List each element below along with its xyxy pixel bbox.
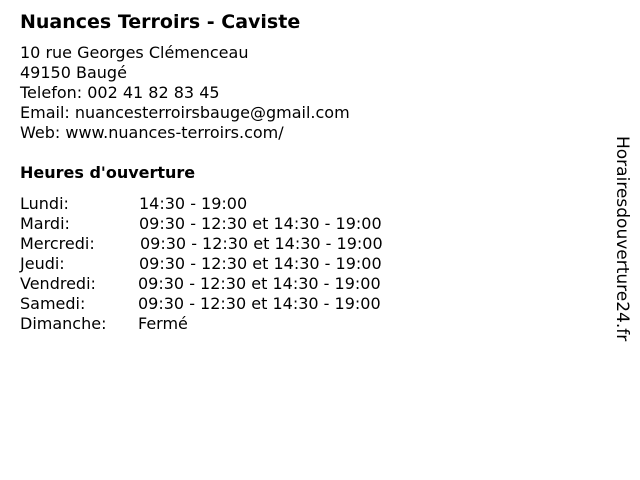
day-label: Lundi: — [20, 194, 69, 213]
day-label: Jeudi: — [20, 254, 65, 273]
website: Web: www.nuances-terroirs.com/ — [20, 123, 284, 142]
day-hours: 09:30 - 12:30 et 14:30 - 19:00 — [139, 254, 382, 273]
day-hours: 14:30 - 19:00 — [139, 194, 248, 213]
store-info — [20, 43, 350, 143]
day-hours: 09:30 - 12:30 et 14:30 - 19:00 — [138, 274, 381, 293]
address-line-2: 49150 Baugé — [20, 63, 127, 82]
email: Email: nuancesterroirsbauge@gmail.com — [20, 103, 350, 122]
day-hours: 09:30 - 12:30 et 14:30 - 19:00 — [140, 234, 383, 253]
day-label: Dimanche: — [20, 314, 107, 333]
phone: Telefon: 002 41 82 83 45 — [20, 83, 220, 102]
address-line-1: 10 rue Georges Clémenceau — [20, 43, 249, 62]
day-label: Mardi: — [20, 214, 70, 233]
watermark-text: Horairesdouverture24.fr — [612, 136, 632, 342]
day-label: Vendredi: — [20, 274, 96, 293]
day-hours: Fermé — [138, 314, 188, 333]
day-label: Samedi: — [20, 294, 86, 313]
store-name: Nuances Terroirs - Caviste — [20, 11, 301, 33]
hours-heading: Heures d'ouverture — [20, 163, 196, 182]
day-hours: 09:30 - 12:30 et 14:30 - 19:00 — [139, 214, 382, 233]
day-hours: 09:30 - 12:30 et 14:30 - 19:00 — [138, 294, 381, 313]
day-label: Mercredi: — [20, 234, 95, 253]
